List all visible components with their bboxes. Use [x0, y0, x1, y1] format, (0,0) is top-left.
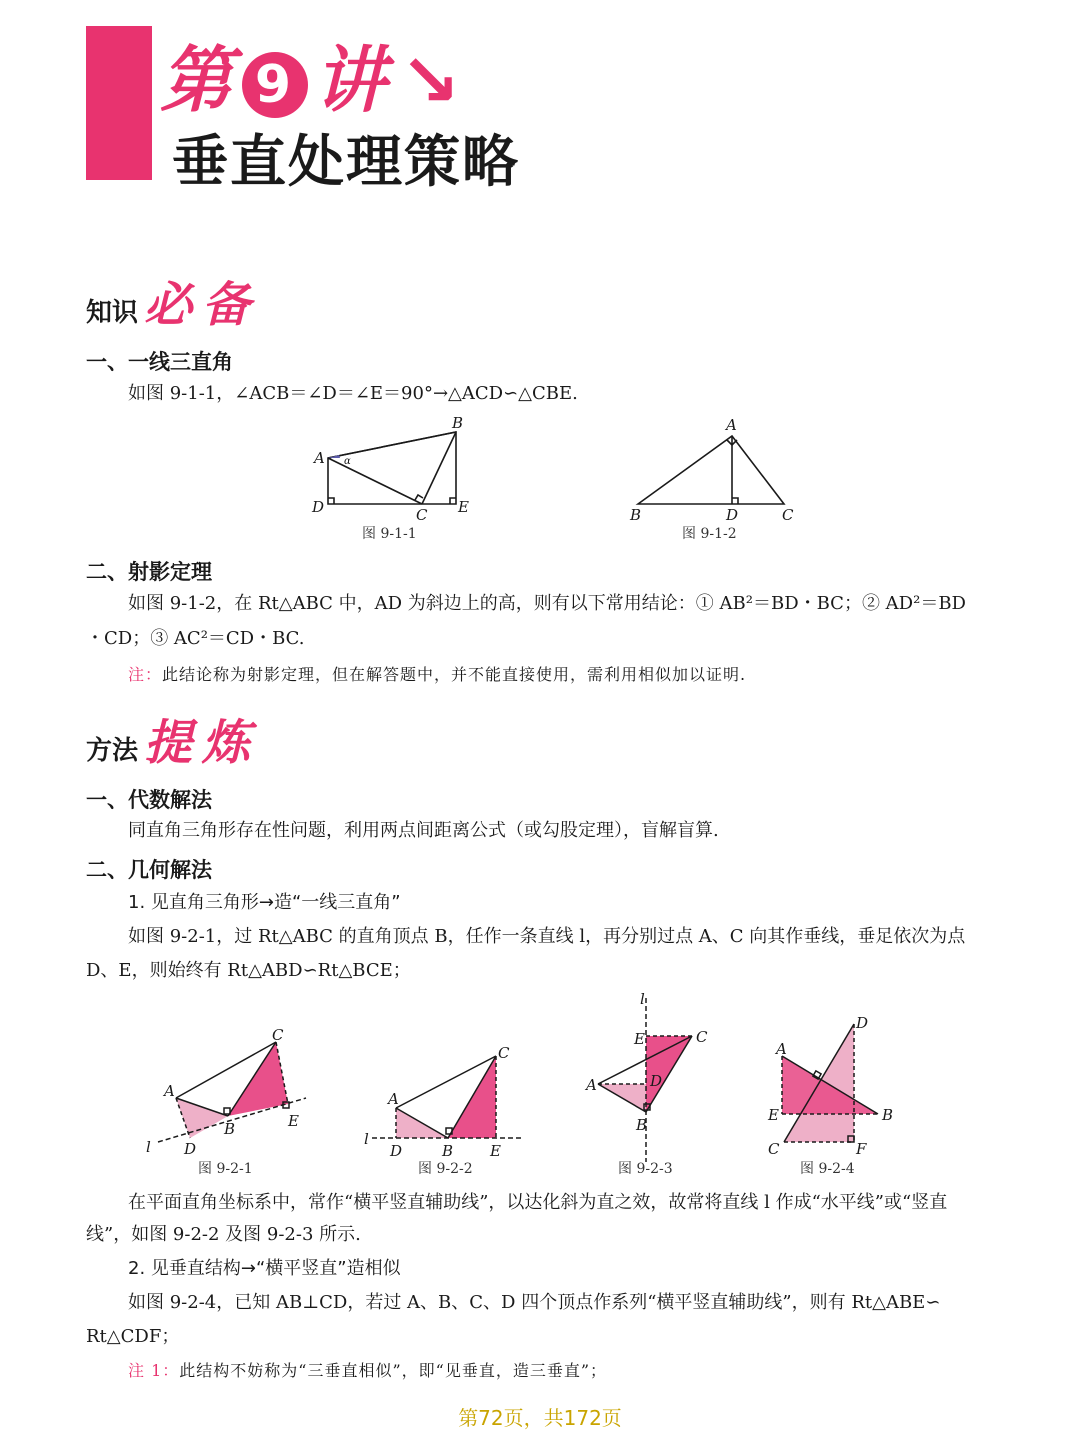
fig911-label-alpha: α [344, 456, 351, 467]
f922-label-c: C [498, 1044, 510, 1062]
note-label: 注： [128, 665, 163, 684]
f921-caption: 图 9-2-1 [198, 1161, 253, 1177]
fig912-label-d: D [726, 506, 739, 524]
section-heading-plain: 方法 [86, 736, 139, 766]
item1-line2: D、E，则始终有 Rt△ABD∽Rt△BCE； [86, 960, 411, 981]
item1-title: 1. 见直角三角形→造“一线三直角” [128, 892, 401, 913]
subsection-title-geometric: 二、几何解法 [86, 858, 212, 882]
f922-label-l: l [364, 1130, 369, 1148]
fig911-label-c: C [416, 506, 428, 524]
section-heading-methods [86, 704, 260, 773]
note-three-perpendicular [128, 1358, 607, 1381]
f921-label-e: E [288, 1112, 299, 1130]
f923-label-e: E [634, 1030, 645, 1048]
page-number-footer: 第72页，共172页 [458, 1406, 622, 1430]
f921-label-d: D [184, 1140, 197, 1158]
fig912-right-angle-d [732, 498, 738, 504]
fig911-right-angle-e [450, 498, 456, 504]
note-label: 注 1： [128, 1361, 180, 1380]
f922-label-a: A [388, 1090, 399, 1108]
f924-label-e: E [768, 1106, 779, 1124]
paragraph-algebraic: 同直角三角形存在性问题，利用两点间距离公式（或勾股定理），盲解盲算. [128, 820, 719, 841]
f921-label-c: C [272, 1028, 284, 1044]
section-heading-fancy: 必备 [144, 277, 261, 333]
lecture-number-heading [160, 22, 464, 126]
fig911-right-angle-c [415, 495, 423, 500]
paragraph-one-line: 如图 9-1-1，∠ACB＝∠D＝∠E＝90°→△ACD∽△CBE. [128, 383, 578, 404]
fig911-label-d: D [312, 498, 325, 516]
f924-label-a: A [776, 1040, 787, 1058]
subsection-title-one-line-three-right-angles: 一、一线三直角 [86, 350, 233, 374]
f923-label-c: C [696, 1028, 708, 1046]
f921-shade-bce [228, 1042, 288, 1116]
page-title: 垂直处理策略 [172, 130, 520, 195]
section-heading-knowledge [86, 266, 260, 335]
f924-label-c: C [768, 1140, 780, 1158]
f923-label-b: B [636, 1116, 648, 1134]
fig911-segment-bc [422, 432, 456, 504]
fig911-segment-ac [328, 458, 422, 504]
f921-label-l: l [146, 1138, 151, 1156]
fig911-label-e: E [458, 498, 469, 516]
subsection-title-projection-theorem: 二、射影定理 [86, 560, 212, 584]
f922-caption: 图 9-2-2 [418, 1161, 473, 1177]
fig911-segment-ab [328, 432, 456, 458]
figure-9-2-2 [360, 1028, 540, 1180]
item1-line1: 如图 9-2-1，过 Rt△ABC 的直角顶点 B，任作一条直线 l，再分别过点 A、C 向其作垂线，垂足依次为点 [128, 926, 966, 947]
f924-caption: 图 9-2-4 [800, 1161, 855, 1177]
figure-9-2-1 [140, 1028, 320, 1180]
note-text: 此结构不妨称为“三垂直相似”，即“见垂直，造三垂直”； [179, 1361, 608, 1380]
figure-9-2-3 [580, 990, 720, 1180]
f921-label-a: A [164, 1082, 175, 1100]
f923-label-a: A [586, 1076, 597, 1094]
figure-9-1-2 [620, 412, 810, 542]
fig912-label-b: B [630, 506, 642, 524]
section-heading-plain: 知识 [86, 298, 139, 328]
item2-title: 2. 见垂直结构→“横平竖直”造相似 [128, 1258, 401, 1279]
fig912-label-a: A [726, 416, 737, 434]
f924-label-b: B [882, 1106, 894, 1124]
item2-line2: Rt△CDF； [86, 1326, 180, 1347]
lecture-suffix: 讲 [314, 38, 391, 122]
paragraph-coordinate-line1: 在平面直角坐标系中，常作“横平竖直辅助线”，以达化斜为直之效，故常将直线 l 作成“水平线”或“竖直 [128, 1192, 948, 1213]
fig912-caption: 图 9-1-2 [682, 526, 737, 542]
paragraph-coordinate-line2: 线”，如图 9-2-2 及图 9-2-3 所示. [86, 1224, 361, 1245]
fig911-right-angle-d [328, 498, 334, 504]
lecture-prefix: 第 [160, 38, 237, 122]
subsection-title-algebraic: 一、代数解法 [86, 788, 212, 812]
fig911-caption: 图 9-1-1 [362, 526, 417, 542]
figure-9-1-1 [300, 412, 480, 542]
f924-label-f: F [856, 1140, 867, 1158]
note-text: 此结论称为射影定理，但在解答题中，并不能直接使用，需利用相似加以证明. [162, 665, 747, 684]
title-accent-bar [86, 26, 152, 180]
f922-label-d: D [390, 1142, 403, 1160]
fig911-label-a: A [314, 449, 325, 467]
f922-label-e: E [490, 1142, 501, 1160]
item2-line1: 如图 9-2-4，已知 AB⊥CD，若过 A、B、C、D 四个顶点作系列“横平竖直辅助线”，则有 Rt△ABE∽ [128, 1292, 941, 1313]
fig911-label-b: B [452, 414, 464, 432]
f922-label-b: B [442, 1142, 454, 1160]
f924-label-d: D [856, 1014, 869, 1032]
note-projection [128, 662, 746, 685]
fig911-angle-alpha-mark [328, 455, 340, 458]
fig912-label-c: C [782, 506, 794, 524]
f923-label-d: D [650, 1072, 663, 1090]
f923-label-l: l [640, 990, 645, 1008]
f923-caption: 图 9-2-3 [618, 1161, 673, 1177]
paragraph-projection-line1: 如图 9-1-2，在 Rt△ABC 中，AD 为斜边上的高，则有以下常用结论：① AB²＝BD・BC；② AD²＝BD [128, 593, 966, 614]
f921-shade-abd [176, 1098, 228, 1138]
fig912-triangle [638, 436, 784, 504]
lecture-number-badge: 9 [242, 52, 308, 118]
figure-9-2-4 [760, 1010, 910, 1180]
paragraph-projection-line2: ・CD；③ AC²＝CD・BC. [86, 628, 305, 649]
section-heading-fancy: 提炼 [144, 715, 261, 771]
arrow-down-right-icon: ↘ [400, 38, 465, 122]
f921-label-b: B [224, 1120, 236, 1138]
